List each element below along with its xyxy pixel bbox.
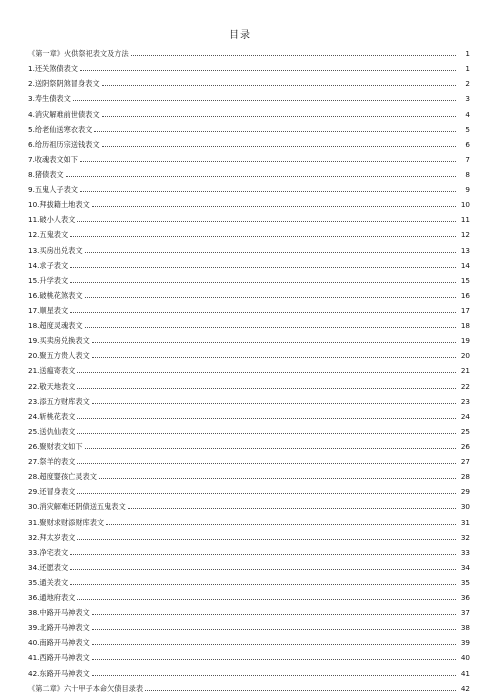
dot-leader [70,569,456,570]
toc-entry-label: 39.北路开马神表文 [28,623,90,633]
dot-leader [77,493,456,494]
toc-entry-label: 15.升学表文 [28,275,69,285]
dot-leader [73,100,456,101]
dot-leader [77,599,456,600]
toc-page-number: 6 [465,139,470,149]
toc-entry-label: 40.南路开马神表文 [28,638,90,648]
toc-page-number: 27 [460,457,470,467]
dot-leader [70,312,456,313]
dot-leader [92,644,456,645]
dot-leader [70,282,456,283]
dot-leader [99,478,456,479]
toc-entry-label: 22.敬天地表文 [28,381,76,391]
toc-page-number: 4 [465,109,470,119]
toc-entry-label: 9.五鬼人子表文 [28,185,78,195]
toc-entry[interactable] [28,466,470,481]
toc-entry[interactable] [28,73,470,88]
toc-entry-label: 18.超度灵魂表文 [28,321,83,331]
toc-entry[interactable] [28,58,470,73]
dot-leader [77,433,456,434]
toc-entry[interactable] [28,119,470,134]
toc-entry-label: 36.通地府表文 [28,593,76,603]
toc-page-number: 22 [460,381,470,391]
toc-page-number: 41 [460,668,470,678]
dot-leader [85,252,456,253]
toc-entry-label: 27.祭羊的表文 [28,457,76,467]
toc-entry[interactable] [28,436,470,451]
toc-page-number: 2 [465,79,470,89]
toc-entry[interactable] [28,270,470,285]
toc-entry[interactable] [28,224,470,239]
toc-entry[interactable] [28,300,470,315]
toc-entry[interactable] [28,481,470,496]
toc-page-number: 11 [460,215,470,225]
toc-page-number: 1 [465,64,470,74]
dot-leader [70,554,456,555]
toc-entry[interactable] [28,255,470,270]
dot-leader [92,659,456,660]
toc-entry[interactable] [28,406,470,421]
toc-page-number: 24 [460,411,470,421]
dot-leader [106,524,456,525]
toc-entry[interactable] [28,345,470,360]
toc-entry-label: 26.聚财表文如下 [28,441,83,451]
toc-entry-label: 13.买房出兑表文 [28,245,83,255]
dot-leader [92,357,456,358]
toc-page-number: 29 [460,487,470,497]
dot-leader [92,342,456,343]
toc-entry-label: 35.通关表文 [28,577,69,587]
toc-entry[interactable] [28,587,470,602]
toc-page-number: 32 [460,532,470,542]
toc-page-number: 13 [460,245,470,255]
toc-entry[interactable] [28,103,470,118]
toc-page-number: 35 [460,577,470,587]
toc-entry-label: 33.净宅表文 [28,547,69,557]
toc-entry[interactable] [28,285,470,300]
toc-entry[interactable] [28,572,470,587]
toc-entry-label: 1.还关煞债表文 [28,64,78,74]
toc-entry-label: 23.添五方财库表文 [28,396,90,406]
toc-page-number: 25 [460,426,470,436]
dot-leader [77,463,456,464]
dot-leader [102,116,456,117]
toc-entry-label: 29.还冒身表文 [28,487,76,497]
toc-entry[interactable] [28,391,470,406]
toc-entry-label: 3.寿生债表文 [28,94,71,104]
toc-entry[interactable] [28,421,470,436]
dot-leader [94,131,456,132]
dot-leader [70,236,456,237]
toc-page-number: 12 [460,230,470,240]
dot-leader [92,675,456,676]
toc-entry-label: 42.东路开马神表文 [28,668,90,678]
toc-entry[interactable] [28,164,470,179]
dot-leader [92,614,456,615]
toc-entry-label: 41.西路开马神表文 [28,653,90,663]
dot-leader [70,584,456,585]
toc-chapter-entry[interactable] [28,678,470,693]
toc-entry-label: 20.聚五方贵人表文 [28,351,90,361]
toc-page-number: 3 [465,94,470,104]
toc-page-number: 10 [460,200,470,210]
toc-entry-label: 21.送瘟寄表文 [28,366,76,376]
dot-leader [80,161,456,162]
toc-entry-label: 4.消灾解难前世债表文 [28,109,100,119]
dot-leader [102,146,456,147]
toc-page-number: 26 [460,441,470,451]
toc-page-number: 19 [460,336,470,346]
toc-entry-label: 38.中路开马神表文 [28,608,90,618]
toc-entry[interactable] [28,527,470,542]
dot-leader [92,403,456,404]
toc-entry-label: 14.求子表文 [28,260,69,270]
toc-entry-label: 12.五鬼表文 [28,230,69,240]
toc-entry-label: 11.破小人表文 [28,215,76,225]
toc-page-number: 37 [460,608,470,618]
toc-page-number: 20 [460,351,470,361]
dot-leader [128,508,456,509]
toc-entry[interactable] [28,632,470,647]
toc-page-number: 28 [460,472,470,482]
toc-entry[interactable] [28,134,470,149]
toc-entry-label: 6.给历祖历宗送钱表文 [28,139,100,149]
toc-page-number: 5 [465,124,470,134]
dot-leader [85,448,456,449]
dot-leader [80,70,456,71]
toc-entry[interactable] [28,360,470,375]
dot-leader [77,539,456,540]
toc-entry-label: 28.超度婴孩亡灵表文 [28,472,97,482]
toc-page-number: 16 [460,290,470,300]
dot-leader [102,85,456,86]
toc-entry[interactable] [28,315,470,330]
toc-entry[interactable] [28,511,470,526]
dot-leader [92,206,456,207]
toc-entry-label: 7.收魂表文如下 [28,154,78,164]
toc-entry-label: 17.顺星表文 [28,305,69,315]
toc-entry[interactable] [28,375,470,390]
toc-entry[interactable] [28,149,470,164]
toc-page-number: 14 [460,260,470,270]
toc-page-number: 31 [460,517,470,527]
toc-chapter-entry[interactable] [28,43,470,58]
toc-page-number: 18 [460,321,470,331]
toc-entry[interactable] [28,647,470,662]
toc-entry-label: 34.还愿表文 [28,562,69,572]
toc-entry[interactable] [28,542,470,557]
dot-leader [66,176,456,177]
dot-leader [80,191,456,192]
toc-entry[interactable] [28,330,470,345]
toc-page-number: 21 [460,366,470,376]
dot-leader [77,418,456,419]
toc-entry-label: 19.买卖房兑换表文 [28,336,90,346]
toc-page-number: 1 [465,49,470,59]
toc-entry-label: 2.送阴祭阴煞冒身表文 [28,79,100,89]
toc-entry-label: 25.送仇仙表文 [28,426,76,436]
toc-entry[interactable] [28,209,470,224]
toc-page-number: 9 [465,185,470,195]
toc-entry[interactable] [28,88,470,103]
toc-entry-label: 5.给老仙送寒衣表文 [28,124,93,134]
toc-page-number: 15 [460,275,470,285]
toc-entry-label: 32.拜太岁表文 [28,532,76,542]
dot-leader [77,221,456,222]
toc-entry[interactable] [28,194,470,209]
dot-leader [92,629,456,630]
toc-entry[interactable] [28,662,470,677]
toc-page-number: 40 [460,653,470,663]
toc-entry-label: 《第二章》六十甲子本命欠债目录表 [28,683,144,693]
toc-entry-label: 16.破桃花煞表文 [28,290,83,300]
toc-entry[interactable] [28,496,470,511]
toc-page-number: 17 [460,305,470,315]
toc-page-number: 7 [465,154,470,164]
toc-entry[interactable] [28,557,470,572]
dot-leader [77,388,456,389]
toc-title: 目录 [229,30,251,41]
dot-leader [131,55,456,56]
toc-entry-label: 《第一章》火供祭祀表文及方法 [28,49,129,59]
toc-entry[interactable] [28,617,470,632]
toc-entry[interactable] [28,179,470,194]
toc-entry-label: 8.猪债表文 [28,169,64,179]
toc-page-number: 34 [460,562,470,572]
toc-entry[interactable] [28,239,470,254]
toc-entry-label: 10.拜拔籍土地表文 [28,200,90,210]
dot-leader [85,297,456,298]
toc-entry-label: 30.消灾解难还阴债送五鬼表文 [28,502,126,512]
toc-page-number: 39 [460,638,470,648]
toc-entry[interactable] [28,451,470,466]
toc-page-number: 36 [460,593,470,603]
toc-entry-label: 31.聚财求财添财库表文 [28,517,105,527]
dot-leader [85,327,456,328]
toc-entry-label: 24.斩桃花表文 [28,411,76,421]
toc-page-number: 33 [460,547,470,557]
toc-page-number: 8 [465,169,470,179]
toc-page-number: 30 [460,502,470,512]
table-of-contents [28,43,470,693]
toc-entry[interactable] [28,602,470,617]
dot-leader [145,690,456,691]
toc-page-number: 23 [460,396,470,406]
dot-leader [70,267,456,268]
toc-page-number: 38 [460,623,470,633]
dot-leader [77,372,456,373]
toc-page-number: 42 [460,683,470,693]
